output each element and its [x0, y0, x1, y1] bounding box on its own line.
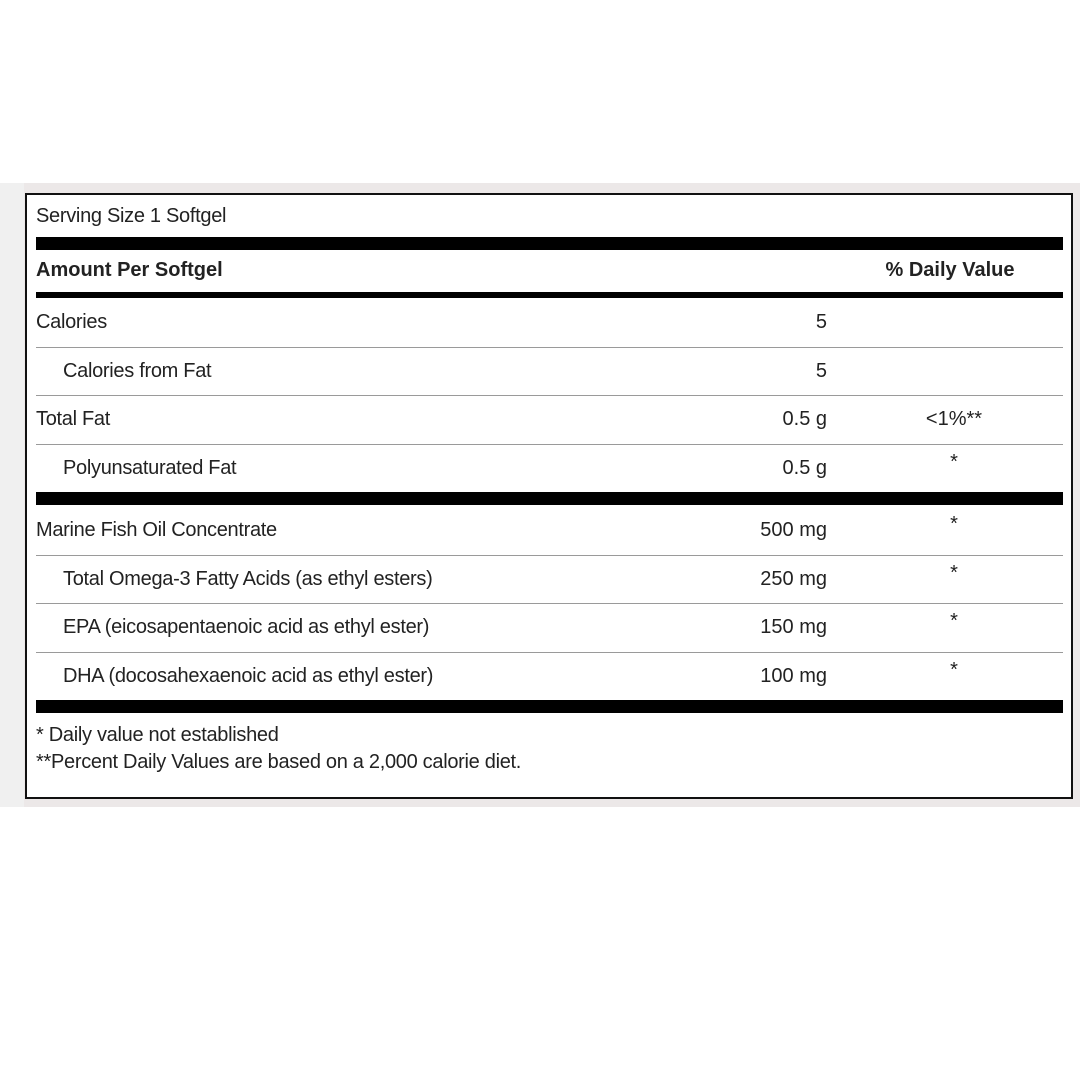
nutrient-daily-value: * [950, 610, 958, 632]
nutrient-row [36, 444, 1063, 492]
nutrient-name: Total Omega-3 Fatty Acids (as ethyl esters) [63, 568, 433, 590]
nutrient-name: Polyunsaturated Fat [63, 457, 237, 479]
nutrient-amount: 0.5 g [782, 408, 827, 430]
supplement-facts-panel [25, 193, 1073, 799]
nutrient-name: EPA (eicosapentaenoic acid as ethyl ester) [63, 616, 430, 638]
nutrient-daily-value: * [950, 562, 958, 584]
nutrient-amount: 5 [815, 311, 827, 333]
nutrient-row [36, 506, 1063, 554]
nutrient-name: DHA (docosahexaenoic acid as ethyl ester) [63, 665, 434, 687]
nutrient-row [36, 603, 1063, 651]
footnote-percent-basis: **Percent Daily Values are based on a 2,000 calorie diet. [36, 751, 522, 773]
nutrient-amount: 250 mg [760, 568, 827, 590]
nutrient-amount: 100 mg [760, 665, 827, 687]
nutrient-name: Calories [36, 311, 107, 333]
nutrient-daily-value: * [950, 451, 958, 473]
nutrient-row [36, 298, 1063, 346]
nutrient-row [36, 652, 1063, 700]
nutrient-daily-value: * [950, 513, 958, 535]
daily-value-header: % Daily Value [885, 259, 1015, 281]
nutrient-name: Calories from Fat [63, 360, 212, 382]
thick-divider [36, 237, 1063, 250]
nutrient-daily-value: <1%** [925, 408, 983, 430]
nutrient-name: Total Fat [36, 408, 110, 430]
nutrient-amount: 150 mg [760, 616, 827, 638]
nutrient-row [36, 555, 1063, 603]
thick-divider [36, 700, 1063, 713]
nutrient-name: Marine Fish Oil Concentrate [36, 519, 277, 541]
thick-divider [36, 492, 1063, 505]
nutrient-daily-value: * [950, 659, 958, 681]
nutrient-amount: 0.5 g [782, 457, 827, 479]
nutrient-row [36, 395, 1063, 443]
nutrient-amount: 500 mg [760, 519, 827, 541]
nutrient-amount: 5 [815, 360, 827, 382]
serving-size: Serving Size 1 Softgel [36, 205, 227, 227]
nutrient-row [36, 347, 1063, 395]
amount-per-serving-header: Amount Per Softgel [36, 259, 223, 281]
footnote-daily-value: * Daily value not established [36, 724, 279, 746]
